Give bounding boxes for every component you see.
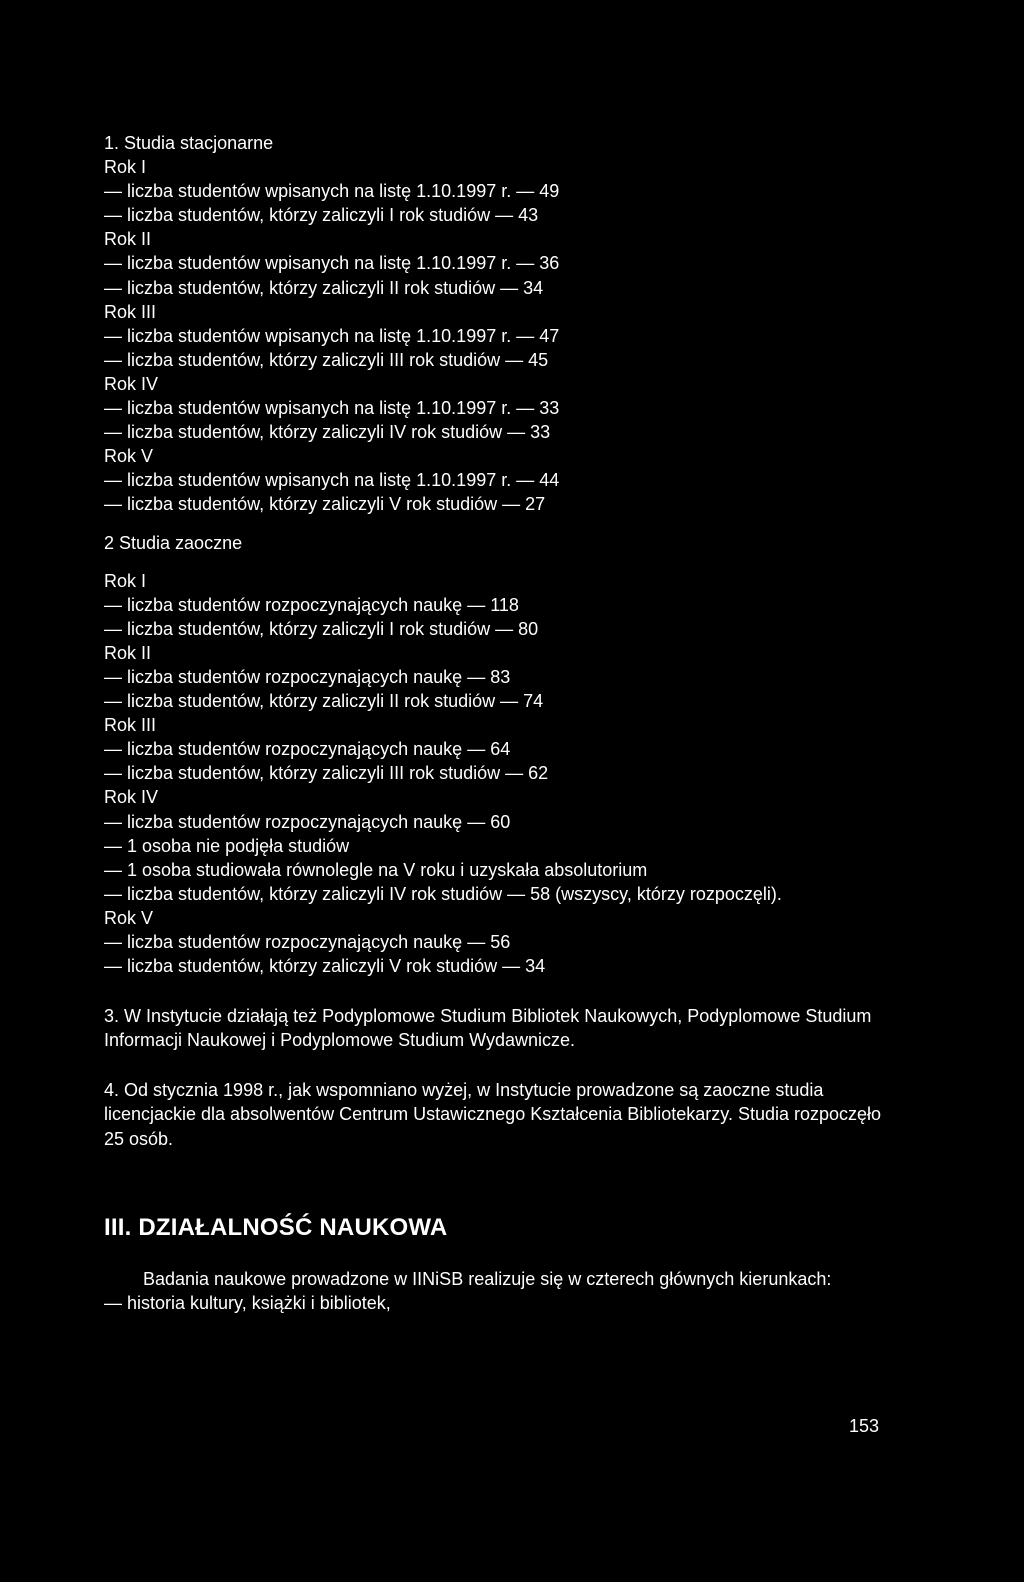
page-number: 153 <box>849 1416 880 1436</box>
section-1-title: 1. Studia stacjonarne <box>104 133 274 153</box>
list-item: — liczba studentów wpisanych na listę 1.10.1997 r. — 36 <box>104 253 560 274</box>
list-item: — liczba studentów, którzy zaliczyli IV rok studiów — 33 <box>104 422 551 443</box>
section-1-year-3 <box>104 300 884 372</box>
list-item: — liczba studentów wpisanych na listę 1.10.1997 r. — 49 <box>104 181 560 202</box>
year-label: Rok II <box>104 229 152 250</box>
list-item: — liczba studentów rozpoczynających naukę — 64 <box>104 739 511 760</box>
year-label: Rok IV <box>104 787 159 808</box>
section-2-year-3 <box>104 713 884 785</box>
year-label: Rok II <box>104 642 152 663</box>
list-item: — liczba studentów, którzy zaliczyli IV rok studiów — 58 (wszyscy, którzy rozpoczęli). <box>104 883 782 904</box>
list-item: — historia kultury, książki i bibliotek, <box>104 1292 391 1313</box>
paragraph-3: 3. W Instytucie działają też Podyplomowe Studium Bibliotek Naukowych, Podyplomowe Studium Informacji Naukowej i Podyplomowe Studium Wydawnicze. <box>104 1006 872 1051</box>
list-item: — liczba studentów wpisanych na listę 1.10.1997 r. — 33 <box>104 398 560 419</box>
list-item: — liczba studentów, którzy zaliczyli III rok studiów — 45 <box>104 349 549 370</box>
list-item: — liczba studentów, którzy zaliczyli I rok studiów — 43 <box>104 205 539 226</box>
section-2-year-1 <box>104 569 884 641</box>
list-item: — liczba studentów, którzy zaliczyli I rok studiów — 80 <box>104 618 539 639</box>
year-label: Rok V <box>104 446 154 467</box>
list-item: — liczba studentów, którzy zaliczyli V rok studiów — 34 <box>104 956 546 977</box>
list-item: — liczba studentów, którzy zaliczyli III rok studiów — 62 <box>104 763 549 784</box>
list-item: — liczba studentów wpisanych na listę 1.10.1997 r. — 47 <box>104 325 560 346</box>
section-1-year-5 <box>104 444 884 516</box>
year-label: Rok V <box>104 907 154 928</box>
section-1-year-1 <box>104 155 884 227</box>
list-item: — liczba studentów, którzy zaliczyli II rok studiów — 34 <box>104 277 544 298</box>
section-2-title: 2 Studia zaoczne <box>104 532 243 553</box>
intro-paragraph: Badania naukowe prowadzone w IINiSB realizuje się w czterech głównych kierunkach: <box>143 1268 832 1289</box>
section-1-year-4 <box>104 372 884 444</box>
year-label: Rok III <box>104 301 157 322</box>
list-item: — liczba studentów, którzy zaliczyli V rok studiów — 27 <box>104 494 546 515</box>
year-label: Rok I <box>104 157 147 178</box>
list-item: — liczba studentów rozpoczynających naukę — 118 <box>104 594 519 615</box>
list-item: — liczba studentów rozpoczynających naukę — 56 <box>104 932 511 952</box>
year-label: Rok I <box>104 570 147 591</box>
paragraph-4: 4. Od stycznia 1998 r., jak wspomniano wyżej, w Instytucie prowadzone są zaoczne studia licencjackie dla absolwentów Centrum Ustawicznego Kształcenia Bibliotekarzy. Studia rozpoczęło 25 osób. <box>104 1080 882 1149</box>
chapter-heading: III. DZIAŁALNOŚĆ NAUKOWA <box>104 1213 448 1241</box>
year-label: Rok III <box>104 715 157 736</box>
list-item: — liczba studentów rozpoczynających naukę — 83 <box>104 666 511 687</box>
year-label: Rok IV <box>104 373 159 394</box>
section-2-year-2 <box>104 641 884 713</box>
page-content <box>104 131 884 1315</box>
list-item: — liczba studentów rozpoczynających naukę — 60 <box>104 811 511 832</box>
list-item: — liczba studentów wpisanych na listę 1.10.1997 r. — 44 <box>104 470 560 491</box>
list-item: — 1 osoba nie podjęła studiów <box>104 835 350 856</box>
section-1-year-2 <box>104 227 884 299</box>
section-2-year-4 <box>104 785 884 905</box>
list-item: — 1 osoba studiowała równolegle na V roku i uzyskała absolutorium <box>104 859 648 880</box>
list-item: — liczba studentów, którzy zaliczyli II rok studiów — 74 <box>104 691 544 712</box>
section-2-year-5 <box>104 906 884 978</box>
